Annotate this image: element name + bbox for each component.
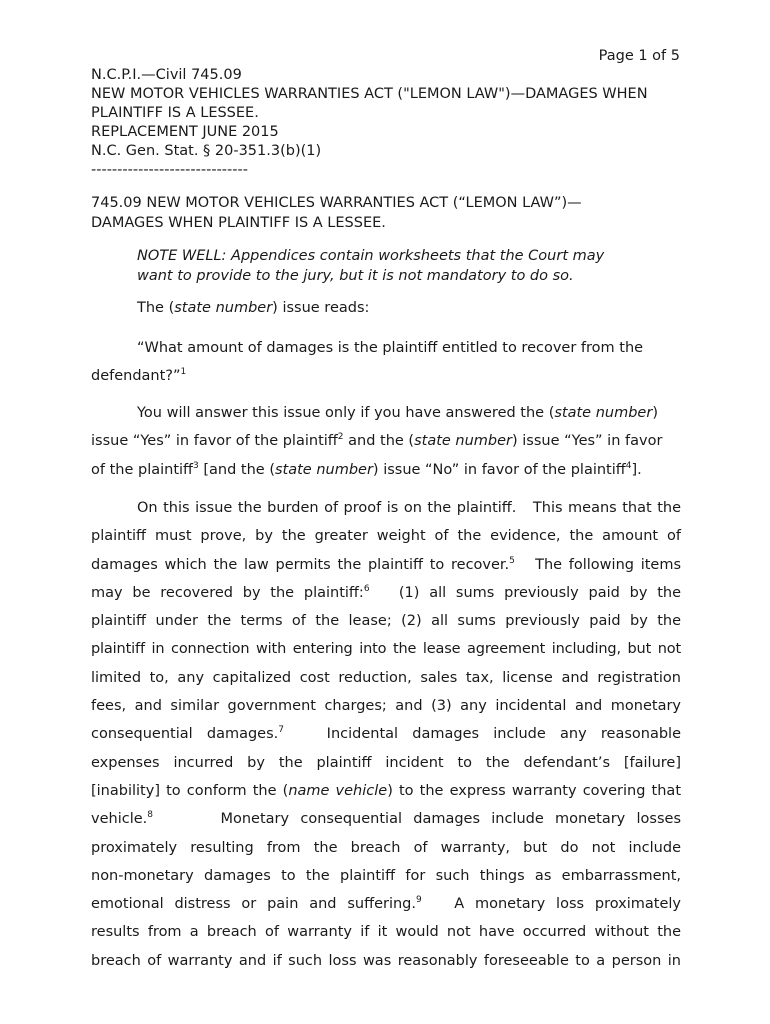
answer-italic: state number (554, 405, 653, 421)
document-header (91, 66, 691, 180)
issue-question (91, 334, 681, 391)
burden-line: damages which the law permits the plaintiff to recover. (91, 556, 510, 573)
burden-line: A monetary loss proximately (421, 896, 681, 913)
burden-line: non-monetary damages to the plaintiff for such things as embarrassment, (91, 867, 681, 884)
answer-paragraph (91, 399, 681, 484)
burden-line: The following items (514, 556, 682, 573)
issue-intro-post: ) issue reads: (272, 300, 370, 316)
burden-line: Incidental damages include any reasonable (284, 726, 681, 743)
footnote-ref: 3 (193, 460, 199, 471)
answer-text: ) (652, 405, 658, 421)
burden-line: vehicle. (91, 811, 148, 828)
footnote-ref: 1 (180, 367, 187, 378)
burden-line: On this issue the burden of proof is on the plaintiff. This means that the (137, 500, 681, 516)
question-line2: defendant?” (91, 368, 181, 385)
burden-line: Monetary consequential damages include monetary losses (153, 811, 681, 828)
footnote-ref: 4 (625, 460, 632, 471)
section-heading (91, 193, 691, 233)
footnote-ref: 9 (416, 895, 422, 906)
burden-line: ) to the express warranty covering that (387, 782, 681, 799)
header-statute: N.C. Gen. Stat. § 20-351.3(b)(1) (91, 143, 322, 159)
burden-italic: name vehicle (288, 782, 388, 799)
section-heading-line2: DAMAGES WHEN PLAINTIFF IS A LESSEE. (91, 215, 386, 231)
question-line1: “What amount of damages is the plaintiff entitled to recover from the (137, 340, 644, 356)
footnote-ref: 8 (147, 810, 153, 821)
burden-line: may be recovered by the plaintiff: (91, 584, 364, 601)
footnote-ref: 7 (278, 725, 284, 736)
burden-line: plaintiff under the terms of the lease; (2) all sums previously paid by the (91, 613, 681, 630)
page-number: Page 1 of 5 (598, 48, 680, 64)
answer-text: of the plaintiff (91, 461, 194, 478)
answer-text: [and the ( (198, 461, 275, 478)
issue-intro (91, 294, 681, 322)
answer-italic: state number (274, 461, 373, 478)
footnote-ref: 2 (337, 432, 344, 443)
section-heading-line1: 745.09 NEW MOTOR VEHICLES WARRANTIES ACT (“LEMON LAW”)— (91, 195, 582, 211)
header-title: NEW MOTOR VEHICLES WARRANTIES ACT ("LEMON LAW")—DAMAGES WHEN (91, 86, 648, 102)
burden-line: plaintiff in connection with entering into the lease agreement including, but not (91, 641, 681, 658)
footnote-ref: 5 (509, 555, 515, 566)
note-well (137, 246, 682, 286)
answer-text: ) issue “No” in favor of the plaintiff (372, 461, 626, 478)
burden-line: fees, and similar government charges; and (3) any incidental and monetary (91, 698, 681, 715)
burden-line: plaintiff must prove, by the greater weight of the evidence, the amount of (91, 528, 681, 545)
burden-line: results from a breach of warranty if it would not have occurred without the (91, 924, 681, 941)
note-line2: want to provide to the jury, but it is not mandatory to do so. (137, 268, 574, 284)
answer-text: ) issue “Yes” in favor (512, 433, 663, 450)
header-replacement-date: REPLACEMENT JUNE 2015 (91, 124, 279, 140)
header-rule: ------------------------------ (91, 162, 248, 178)
issue-intro-italic: state number (174, 300, 273, 316)
burden-line: (1) all sums previously paid by the (369, 584, 681, 601)
issue-intro-pre: The ( (137, 300, 175, 316)
burden-paragraph (91, 494, 681, 975)
note-line1: NOTE WELL: Appendices contain worksheets that the Court may (137, 248, 605, 264)
burden-line: emotional distress or pain and suffering. (91, 896, 416, 913)
answer-text: and the ( (343, 433, 415, 450)
burden-line: expenses incurred by the plaintiff incident to the defendant’s [failure] (91, 754, 681, 771)
header-citation: N.C.P.I.—Civil 745.09 (91, 67, 242, 83)
header-title-cont: PLAINTIFF IS A LESSEE. (91, 105, 259, 121)
answer-text: You will answer this issue only if you have answered the ( (137, 405, 555, 421)
answer-text: ]. (631, 461, 642, 478)
answer-italic: state number (414, 433, 513, 450)
burden-line: breach of warranty and if such loss was reasonably foreseeable to a person in (91, 952, 681, 969)
answer-text: issue “Yes” in favor of the plaintiff (91, 433, 338, 450)
footnote-ref: 6 (363, 583, 370, 594)
burden-line: limited to, any capitalized cost reduction, sales tax, license and registration (91, 669, 681, 686)
burden-line: proximately resulting from the breach of warranty, but do not include (91, 839, 681, 856)
burden-line: [inability] to conform the ( (91, 782, 289, 799)
burden-line: consequential damages. (91, 726, 279, 743)
